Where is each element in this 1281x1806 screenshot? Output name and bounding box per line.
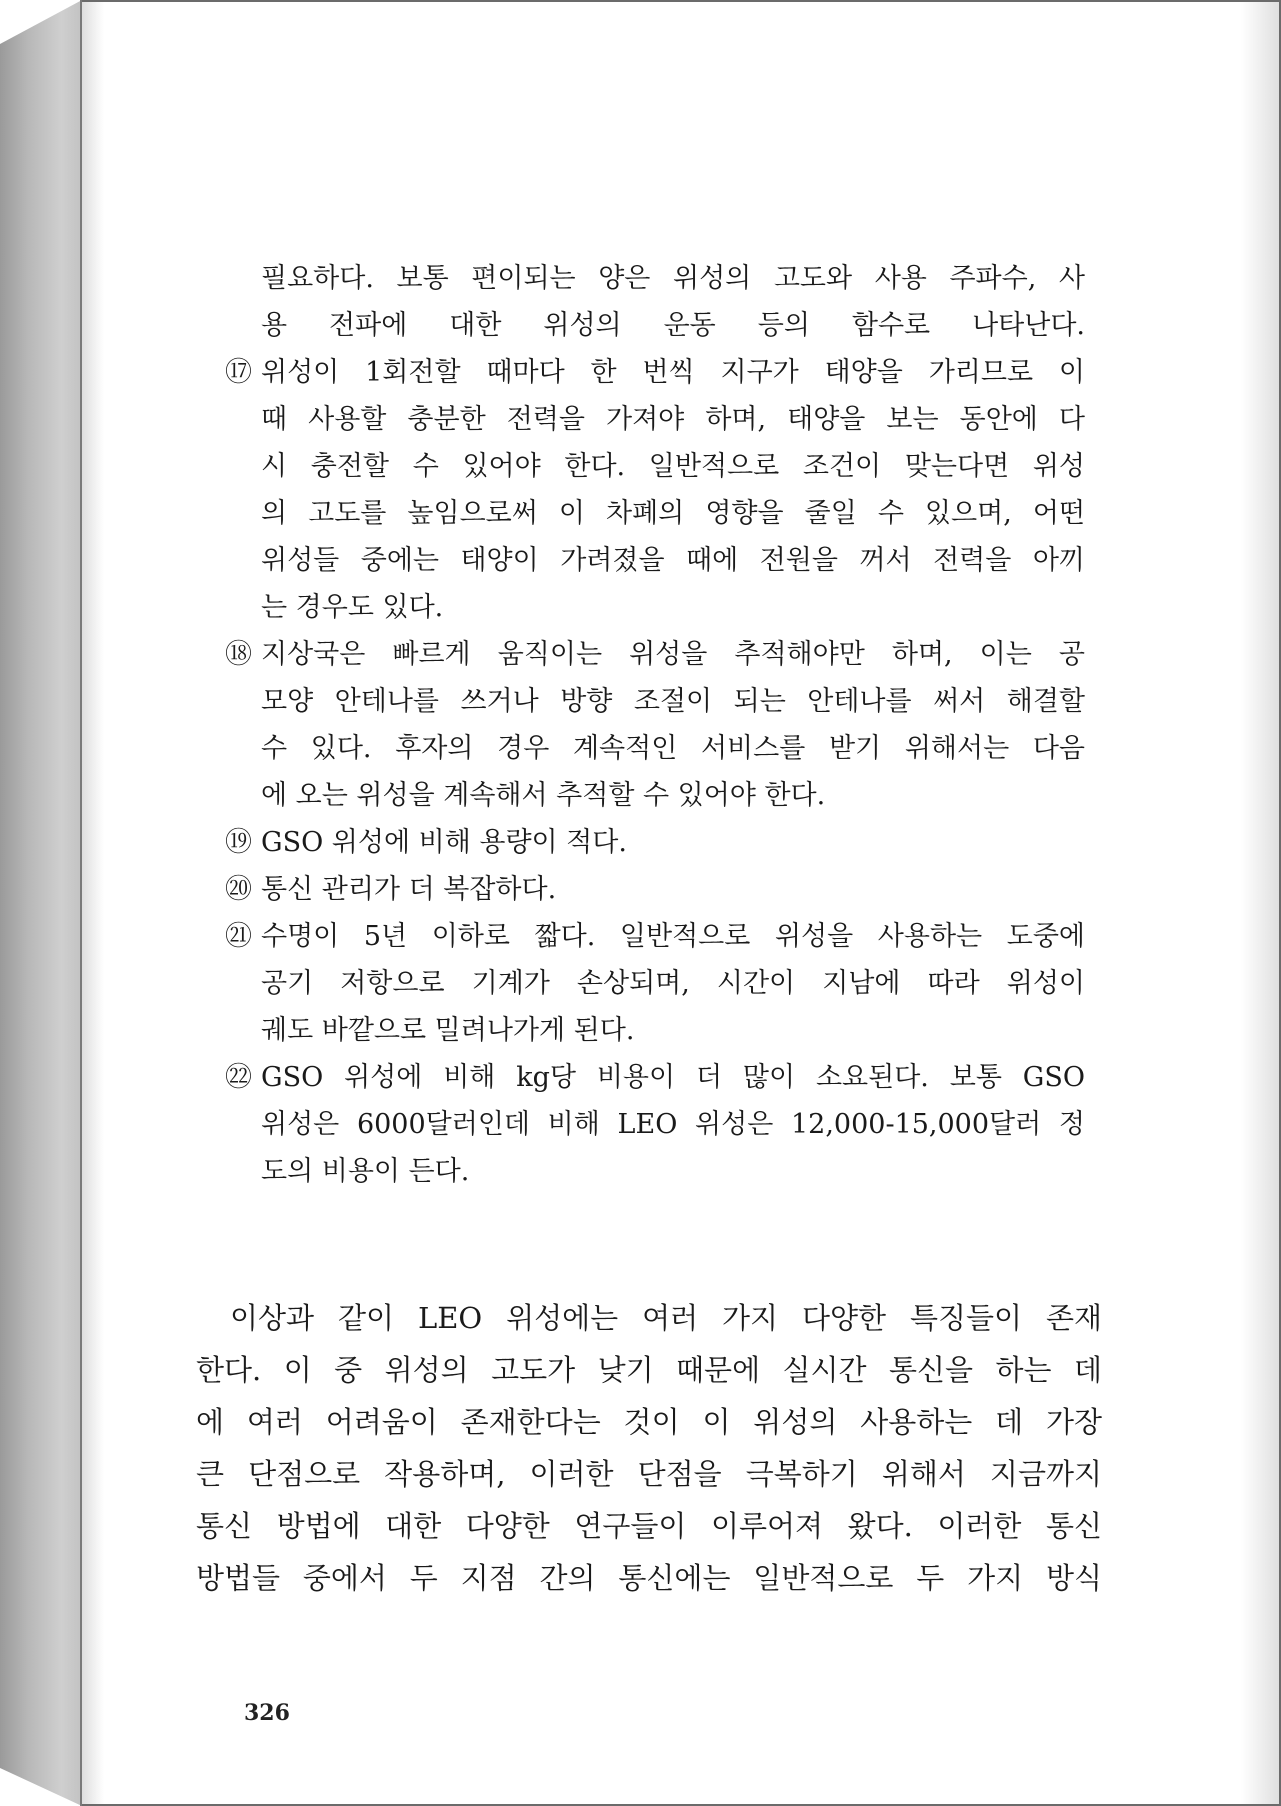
list-number: ⑰ — [225, 357, 252, 388]
paragraph-line: 한다. 이 중 위성의 고도가 낮기 때문에 실시간 통신을 하는 데 — [196, 1353, 1102, 1387]
list-number: ㉑ — [225, 921, 252, 952]
list-number: ㉒ — [225, 1062, 252, 1093]
paragraph-line: 방법들 중에서 두 지점 간의 통신에는 일반적으로 두 가지 방식 — [196, 1561, 1102, 1595]
list-line: 수 있다. 후자의 경우 계속적인 서비스를 받기 위해서는 다음 — [261, 733, 1085, 764]
list-item-first-line — [225, 819, 1085, 866]
paragraph-line: 통신 방법에 대한 다양한 연구들이 이루어져 왔다. 이러한 통신 — [196, 1509, 1102, 1543]
list-number: ⑱ — [225, 639, 252, 670]
list-item-first-line — [225, 913, 1085, 960]
list-number: ⑳ — [225, 874, 252, 905]
list-line: 위성은 6000달러인데 비해 LEO 위성은 12,000-15,000달러 정 — [261, 1109, 1085, 1140]
paragraph-line: 이상과 같이 LEO 위성에는 여러 가지 다양한 특징들이 존재 — [230, 1301, 1102, 1335]
book-spine — [0, 0, 82, 1806]
list-line: 모양 안테나를 쓰거나 방향 조절이 되는 안테나를 써서 해결할 — [261, 686, 1085, 717]
body-paragraph — [196, 1292, 1102, 1604]
numbered-list — [225, 255, 1085, 1195]
list-line: 위성들 중에는 태양이 가려졌을 때에 전원을 꺼서 전력을 아끼 — [261, 545, 1085, 576]
list-item-first-line — [225, 349, 1085, 396]
list-line: 용 전파에 대한 위성의 운동 등의 함수로 나타난다. — [261, 310, 1085, 341]
list-line-text: GSO 위성에 비해 용량이 적다. — [261, 827, 627, 858]
list-line: 는 경우도 있다. — [261, 592, 444, 623]
list-item-first-line — [225, 866, 1085, 913]
list-line-text: 통신 관리가 더 복잡하다. — [261, 874, 557, 905]
list-line: 궤도 바깥으로 밀려나가게 된다. — [261, 1015, 635, 1046]
list-line: 시 충전할 수 있어야 한다. 일반적으로 조건이 맞는다면 위성 — [261, 451, 1085, 482]
list-item-first-line — [225, 1054, 1085, 1101]
list-number: ⑲ — [225, 827, 252, 858]
list-item-first-line — [225, 631, 1085, 678]
paragraph-line: 에 여러 어려움이 존재한다는 것이 이 위성의 사용하는 데 가장 — [196, 1405, 1102, 1439]
page-shade-right — [1241, 2, 1279, 1804]
list-line: 의 고도를 높임으로써 이 차폐의 영향을 줄일 수 있으며, 어떤 — [261, 498, 1085, 529]
list-line: 때 사용할 충분한 전력을 가져야 하며, 태양을 보는 동안에 다 — [261, 404, 1085, 435]
paragraph-line: 큰 단점으로 작용하며, 이러한 단점을 극복하기 위해서 지금까지 — [196, 1457, 1102, 1491]
page-shade-left — [82, 2, 104, 1804]
list-line: 공기 저항으로 기계가 손상되며, 시간이 지남에 따라 위성이 — [261, 968, 1085, 999]
list-line-text: GSO 위성에 비해 kg당 비용이 더 많이 소요된다. 보통 GSO — [261, 1062, 1085, 1093]
list-line: 필요하다. 보통 편이되는 양은 위성의 고도와 사용 주파수, 사 — [261, 263, 1085, 294]
list-line-text: 수명이 5년 이하로 짧다. 일반적으로 위성을 사용하는 도중에 — [261, 921, 1085, 952]
list-line-text: 위성이 1회전할 때마다 한 번씩 지구가 태양을 가리므로 이 — [261, 357, 1085, 388]
page-number: 326 — [244, 1700, 290, 1726]
list-line: 도의 비용이 든다. — [261, 1156, 470, 1187]
list-line: 에 오는 위성을 계속해서 추적할 수 있어야 한다. — [261, 780, 826, 811]
list-line-text: 지상국은 빠르게 움직이는 위성을 추적해야만 하며, 이는 공 — [261, 639, 1085, 670]
